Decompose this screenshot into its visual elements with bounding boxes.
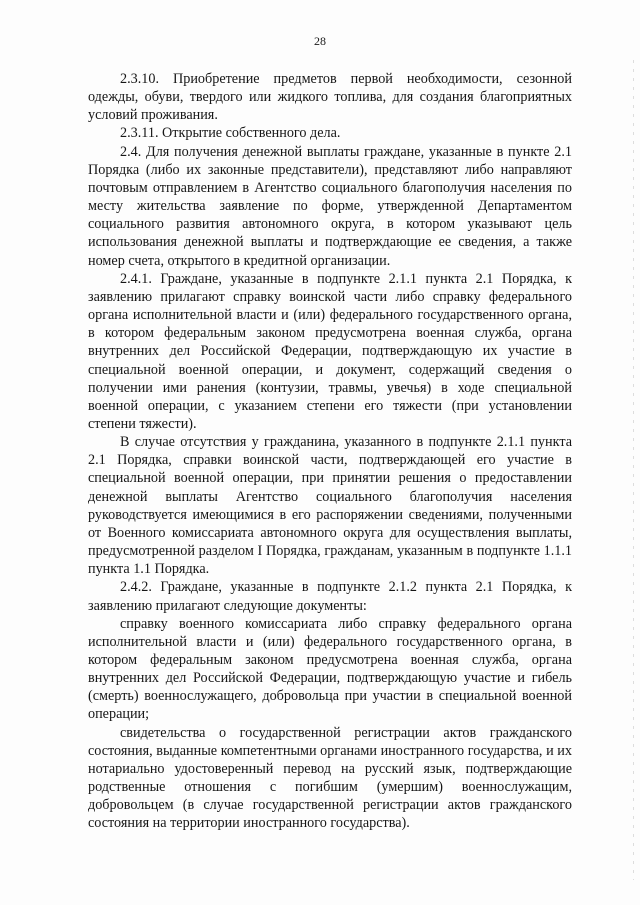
paragraph-2-3-11: 2.3.11. Открытие собственного дела. — [120, 125, 341, 142]
paragraph-absence-case: В случае отсутствия у гражданина, указанного в подпункте 2.1.1 пункта 2.1 Порядка, справки воинской части, подтверждающей его участие в специальной военной операции, при принятии решения о предоставлении денежной выплаты Агентство социального благополучия населения руководствуется имеющимися в его распоряжении сведениями, полученными от Военного комиссариата автономного округа для осуществления выплаты, предусмотренной разделом I Порядка, гражданам, указанным в подпункте 1.1.1 пункта 1.1 Порядка. — [88, 434, 572, 578]
scan-edge-mark — [633, 60, 634, 880]
paragraph-2-4: 2.4. Для получения денежной выплаты граждане, указанные в пункте 2.1 Порядка (либо их законные представители), представляют либо направляют почтовым отправлением в Агентство социального благополучия населения по месту жительства заявление по форме, утвержденной Департаментом социального развития автономного округа, в котором указывают цель использования денежной выплаты и подтверждающие ее сведения, а также номер счета, открытого в кредитной организации. — [88, 143, 572, 269]
document-body — [88, 70, 572, 833]
paragraph-registration-item: свидетельства о государственной регистрации актов гражданского состояния, выданные компетентными органами иностранного государства, и их нотариально удостоверенный перевод на русский язык, подтверждающие родственные отношения с погибшим (умершим) военнослужащим, добровольцем (в случае государственной регистрации актов гражданского состояния на территории иностранного государства). — [88, 724, 572, 832]
paragraph-certificate-item: справку военного комиссариата либо справку федерального органа исполнительной власти и (или) федерального государственного органа, в котором федеральным законом предусмотрена военная служба, органа внутренних дел Российской Федерации, подтверждающую участие и гибель (смерть) военнослужащего, добровольца при участии в специальной военной операции; — [88, 615, 572, 723]
page-number: 28 — [314, 34, 326, 48]
paragraph-2-4-1: 2.4.1. Граждане, указанные в подпункте 2.1.1 пункта 2.1 Порядка, к заявлению прилагают справку воинской части либо справку федерального органа исполнительной власти и (или) федерального государственного органа, в котором федеральным законом предусмотрена военная служба, органа внутренних дел Российской Федерации, подтверждающую их участие в специальной военной операции, и документ, содержащий сведения о получении ими ранения (контузии, травмы, увечья) в ходе специальной военной операции, с указанием степени его тяжести (при установлении степени тяжести). — [88, 270, 572, 432]
paragraph-2-4-2: 2.4.2. Граждане, указанные в подпункте 2.1.2 пункта 2.1 Порядка, к заявлению прилагают следующие документы: — [88, 579, 572, 614]
paragraph-2-3-10: 2.3.10. Приобретение предметов первой необходимости, сезонной одежды, обуви, твердого или жидкого топлива, для создания благоприятных условий проживания. — [88, 71, 572, 124]
